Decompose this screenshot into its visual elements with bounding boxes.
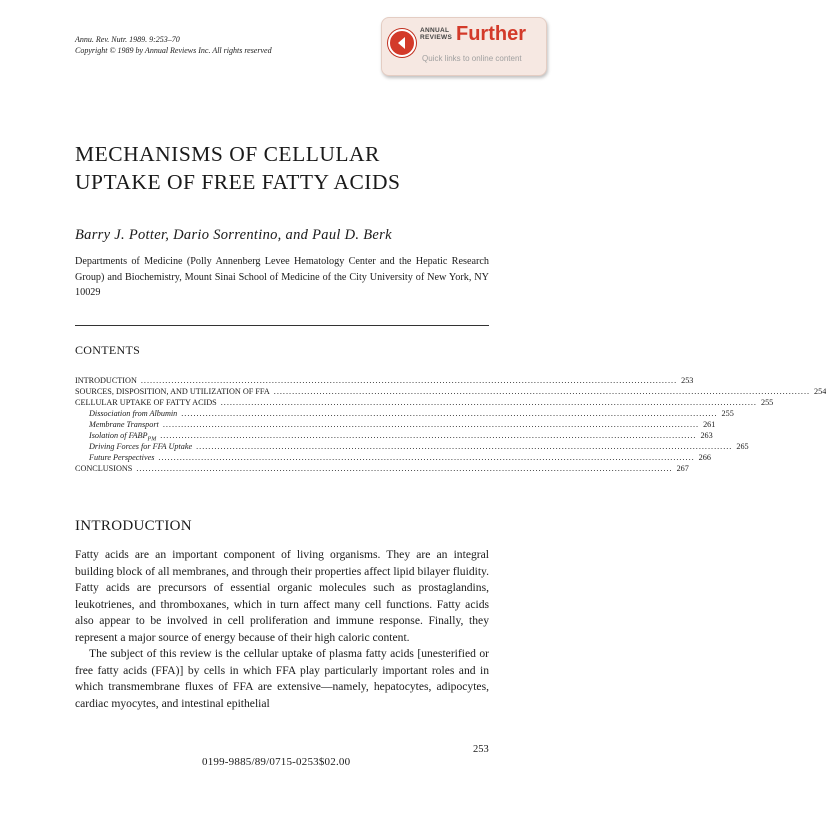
- divider: [75, 325, 489, 326]
- citation-line-1: Annu. Rev. Nutr. 1989. 9:253–70: [75, 35, 180, 44]
- further-tagline: Quick links to online content: [422, 54, 522, 63]
- toc-entry[interactable]: CELLULAR UPTAKE OF FATTY ACIDS ................................................................................................................................................................................ 255: [75, 398, 774, 407]
- section-heading-introduction: INTRODUCTION: [75, 518, 192, 534]
- toc-subentry[interactable]: Dissociation from Albumin ................................................................................................................................................................................ 255: [89, 409, 734, 418]
- article-code: 0199-9885/89/0715-0253$02.00: [202, 756, 351, 768]
- citation-line-2: Copyright © 1989 by Annual Reviews Inc. All rights reserved: [75, 46, 272, 55]
- introduction-body: [75, 547, 489, 712]
- annual-reviews-further-badge[interactable]: [381, 17, 547, 76]
- arrow-left-icon: [388, 29, 416, 57]
- further-wordmark: Further: [456, 23, 526, 45]
- article-title: MECHANISMS OF CELLULAR UPTAKE OF FREE FATTY ACIDS: [75, 142, 401, 194]
- toc-subentry[interactable]: Driving Forces for FFA Uptake ................................................................................................................................................................................ 265: [89, 442, 749, 451]
- article-authors: Barry J. Potter, Dario Sorrentino, and Paul D. Berk: [75, 227, 392, 243]
- contents-heading: CONTENTS: [75, 343, 141, 357]
- toc-subentry[interactable]: Future Perspectives ................................................................................................................................................................................ 266: [89, 453, 711, 462]
- toc-entry[interactable]: INTRODUCTION ................................................................................................................................................................................ 253: [75, 376, 694, 385]
- toc-entry[interactable]: SOURCES, DISPOSITION, AND UTILIZATION OF FFA ................................................................................................................................................................................ 254: [75, 387, 826, 396]
- toc-entry[interactable]: CONCLUSIONS ................................................................................................................................................................................ 267: [75, 464, 689, 473]
- page-number: 253: [473, 744, 489, 755]
- paragraph: Fatty acids are an important component of living organisms. They are an integral building block of all membranes, and through their properties affect lipid bilayer fluidity. Fatty acids are precursors of essential organic molecules such as prostaglandins, leukotrienes, and thromboxanes, which in turn affect many cell functions. Fatty acids also appear to be involved in cell proliferation and immune response. Finally, they represent a major source of energy because of their high caloric content.: [75, 548, 489, 644]
- annual-reviews-logo: ANNUAL REVIEWS: [420, 27, 453, 41]
- toc-subentry[interactable]: Isolation of $FABP_{PM}$ ................................................................................................................................................................................ 263: [89, 431, 713, 443]
- paragraph: The subject of this review is the cellular uptake of plasma fatty acids [unesterified or free fatty acids (FFA)] by cells in which FFA play particularly important roles and in which transmembrane fluxes of FFA are extensive—namely, hepatocytes, adipocytes, cardiac myocytes, and intestinal epithelial: [75, 647, 489, 710]
- toc-subentry[interactable]: Membrane Transport ................................................................................................................................................................................ 261: [89, 420, 716, 429]
- table-of-contents: [75, 375, 826, 474]
- author-affiliation: Departments of Medicine (Polly Annenberg Levee Hematology Center and the Hepatic Research Group) and Biochemistry, Mount Sinai School of Medicine of the City University of New York, NY 10029: [75, 256, 489, 298]
- journal-citation: [75, 34, 272, 56]
